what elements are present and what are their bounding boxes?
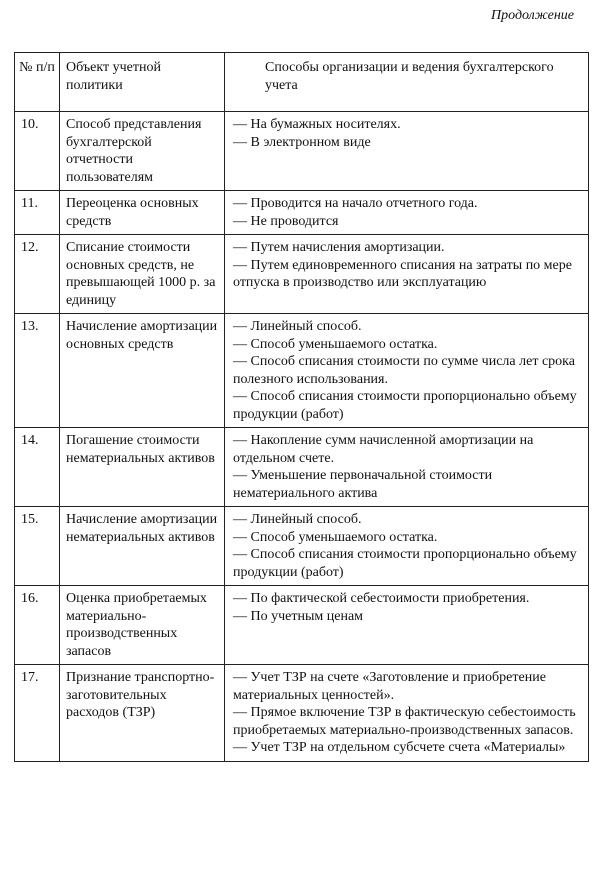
row-number: 12. xyxy=(15,235,60,314)
method-item: — На бумажных носителях. xyxy=(233,117,401,132)
policy-methods xyxy=(225,235,589,314)
method-item: — Проводится на начало отчетного года. xyxy=(233,196,478,211)
row-number: 13. xyxy=(15,314,60,428)
table-row xyxy=(15,586,589,665)
table-row xyxy=(15,112,589,191)
method-item: — Линейный способ. xyxy=(233,512,362,527)
policy-methods xyxy=(225,112,589,191)
table-row xyxy=(15,507,589,586)
policy-methods xyxy=(225,507,589,586)
method-item: — По фактической себестоимости приобретения. xyxy=(233,591,530,606)
method-item: — В электронном виде xyxy=(233,134,371,150)
policy-object: Начисление амортизации нематериальных активов xyxy=(60,507,225,586)
policy-methods xyxy=(225,428,589,507)
method-item: — Способ списания стоимости пропорционально объему продукции (работ) xyxy=(233,389,577,422)
method-item: — Способ списания стоимости по сумме числа лет срока полезного использования. xyxy=(233,354,575,387)
method-item: — Путем начисления амортизации. xyxy=(233,240,445,255)
method-item: — Не проводится xyxy=(233,213,339,229)
policy-methods xyxy=(225,314,589,428)
policy-methods xyxy=(225,665,589,762)
method-item: — По учетным ценам xyxy=(233,608,364,624)
method-item: — Способ списания стоимости пропорционально объему продукции (работ) xyxy=(233,547,577,580)
row-number: 11. xyxy=(15,191,60,235)
row-number: 10. xyxy=(15,112,60,191)
method-item: — Уменьшение первоначальной стоимости нематериального актива xyxy=(233,468,493,501)
method-item: — Учет ТЗР на счете «Заготовление и приобретение материальных ценностей». xyxy=(233,670,546,703)
table-header-row xyxy=(15,53,589,112)
table-body xyxy=(15,112,589,762)
table-row xyxy=(15,314,589,428)
policy-object: Оценка приобретаемых материально-производственных запасов xyxy=(60,586,225,665)
col-header-methods: Способы организации и ведения бухгалтерского учета xyxy=(225,53,589,112)
policy-object: Начисление амортизации основных средств xyxy=(60,314,225,428)
method-item: — Линейный способ. xyxy=(233,319,362,334)
policy-methods xyxy=(225,191,589,235)
table-row xyxy=(15,428,589,507)
policy-object: Погашение стоимости нематериальных активов xyxy=(60,428,225,507)
accounting-policy-table xyxy=(14,52,589,762)
method-item: — Прямое включение ТЗР в фактическую себестоимость приобретаемых материально-производственных запасов. xyxy=(233,705,576,738)
table-row xyxy=(15,665,589,762)
method-item: — Способ уменьшаемого остатка. xyxy=(233,336,438,352)
method-item: — Накопление сумм начисленной амортизации на отдельном счете. xyxy=(233,433,534,466)
col-header-object: Объект учетной политики xyxy=(60,53,225,112)
policy-object: Переоценка основных средств xyxy=(60,191,225,235)
method-item: — Учет ТЗР на отдельном субсчете счета «Материалы» xyxy=(233,740,566,755)
continuation-label: Продолжение xyxy=(491,8,574,23)
row-number: 15. xyxy=(15,507,60,586)
policy-object: Списание стоимости основных средств, не превышающей 1000 р. за единицу xyxy=(60,235,225,314)
method-item: — Путем единовременного списания на затраты по мере отпуска в производство или эксплуатацию xyxy=(233,257,572,290)
method-item: — Способ уменьшаемого остатка. xyxy=(233,529,438,545)
table-row xyxy=(15,191,589,235)
col-header-num: № п/п xyxy=(15,53,60,112)
row-number: 16. xyxy=(15,586,60,665)
row-number: 14. xyxy=(15,428,60,507)
row-number: 17. xyxy=(15,665,60,762)
table-row xyxy=(15,235,589,314)
policy-object: Способ представления бухгалтерской отчетности пользователям xyxy=(60,112,225,191)
policy-methods xyxy=(225,586,589,665)
policy-object: Признание транспортно-заготовительных расходов (ТЗР) xyxy=(60,665,225,762)
